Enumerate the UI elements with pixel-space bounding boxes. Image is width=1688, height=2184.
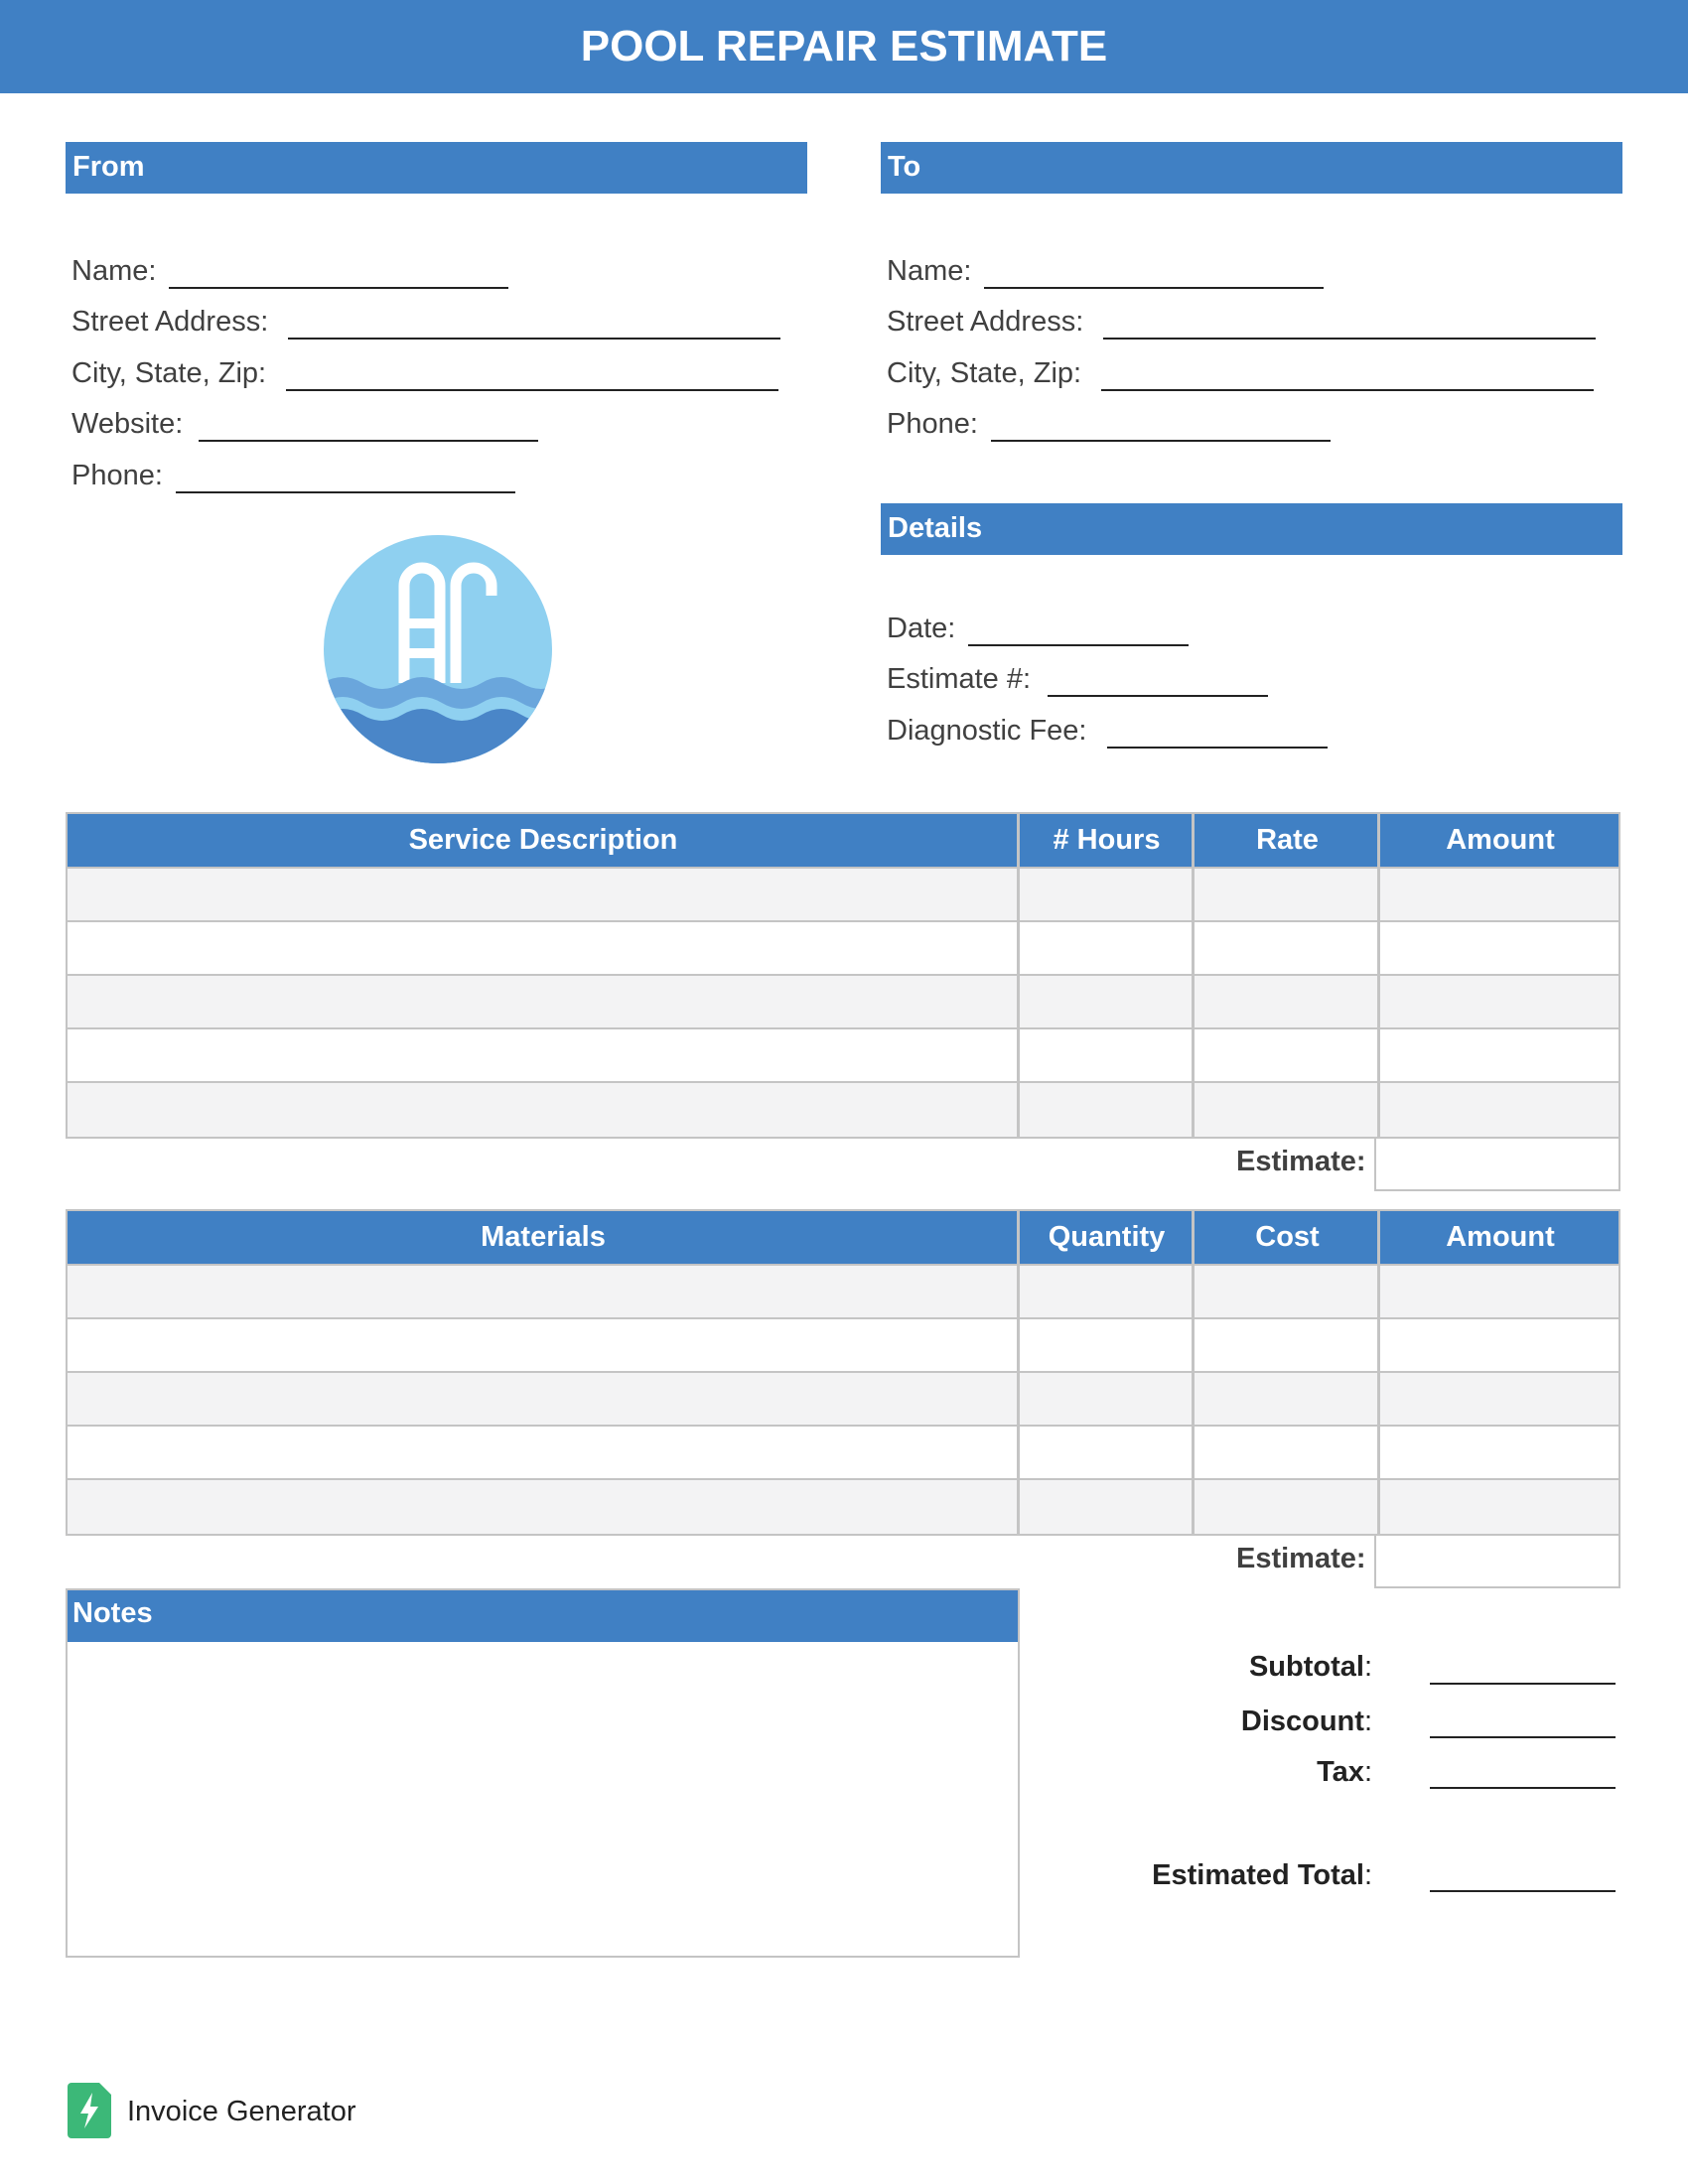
to-city-label: City, State, Zip: [887,357,1082,389]
subtotal-label: Subtotal: [1248,1651,1372,1683]
header-quantity: Quantity [1048,1221,1166,1253]
table-row[interactable] [68,1371,1618,1425]
to-city-line[interactable] [1101,389,1594,391]
services-estimate-label: Estimate: [1236,1146,1366,1177]
header-hours: # Hours [1053,824,1161,856]
header-rate: Rate [1256,824,1319,856]
from-street-label: Street Address: [71,306,269,338]
details-header: Details [881,503,1622,555]
to-street-label: Street Address: [887,306,1084,338]
header-amount: Amount [1446,824,1555,856]
services-table-header [68,814,1618,867]
to-phone-label: Phone: [887,408,978,440]
subtotal-line[interactable] [1430,1683,1616,1685]
materials-estimate-label: Estimate: [1236,1543,1366,1574]
to-street-line[interactable] [1103,338,1596,340]
materials-table [66,1209,1620,1536]
tax-line[interactable] [1430,1787,1616,1789]
table-row[interactable] [68,1425,1618,1478]
date-label: Date: [887,613,956,644]
column-divider [1017,1211,1020,1534]
from-city-line[interactable] [286,389,778,391]
column-divider [1017,814,1020,1137]
header-service-description: Service Description [408,824,678,856]
header-amount: Amount [1446,1221,1555,1253]
estimated-total-line[interactable] [1430,1890,1616,1892]
from-name-label: Name: [71,255,157,287]
discount-label: Discount: [1240,1706,1372,1737]
from-city-label: City, State, Zip: [71,357,267,389]
column-divider [1192,1211,1195,1534]
estimate-number-label: Estimate #: [887,663,1032,695]
services-table [66,812,1620,1139]
estimated-total-label: Estimated Total: [1152,1859,1372,1891]
discount-line[interactable] [1430,1736,1616,1738]
table-row[interactable] [68,974,1618,1027]
estimate-number-line[interactable] [1048,695,1268,697]
from-phone-line[interactable] [176,491,515,493]
table-row[interactable] [68,1081,1618,1137]
to-phone-line[interactable] [991,440,1331,442]
services-estimate-field[interactable] [1374,1137,1620,1191]
materials-estimate-field[interactable] [1374,1534,1620,1588]
table-row[interactable] [68,920,1618,974]
page-title: POOL REPAIR ESTIMATE [580,22,1108,70]
diagnostic-fee-line[interactable] [1107,747,1328,749]
from-website-line[interactable] [199,440,538,442]
notes-header: Notes [66,1588,1020,1642]
table-row[interactable] [68,1264,1618,1317]
from-phone-label: Phone: [71,460,163,491]
from-name-line[interactable] [169,287,508,289]
from-website-label: Website: [71,408,184,440]
table-row[interactable] [68,1027,1618,1081]
from-header: From [66,142,807,194]
column-divider [1192,814,1195,1137]
from-street-line[interactable] [288,338,780,340]
tax-label: Tax: [1317,1756,1372,1788]
header-materials: Materials [481,1221,606,1253]
to-name-line[interactable] [984,287,1324,289]
footer-brand: Invoice Generator [127,2096,356,2127]
notes-textarea[interactable] [66,1588,1020,1958]
to-header: To [881,142,1622,194]
materials-table-header [68,1211,1618,1264]
header-cost: Cost [1255,1221,1320,1253]
column-divider [1377,1211,1380,1534]
column-divider [1377,814,1380,1137]
table-row[interactable] [68,1478,1618,1534]
to-name-label: Name: [887,255,972,287]
table-row[interactable] [68,1317,1618,1371]
pool-ladder-icon [323,534,553,764]
invoice-generator-logo-icon [68,2083,111,2138]
diagnostic-fee-label: Diagnostic Fee: [887,715,1087,747]
date-line[interactable] [968,644,1189,646]
table-row[interactable] [68,867,1618,920]
